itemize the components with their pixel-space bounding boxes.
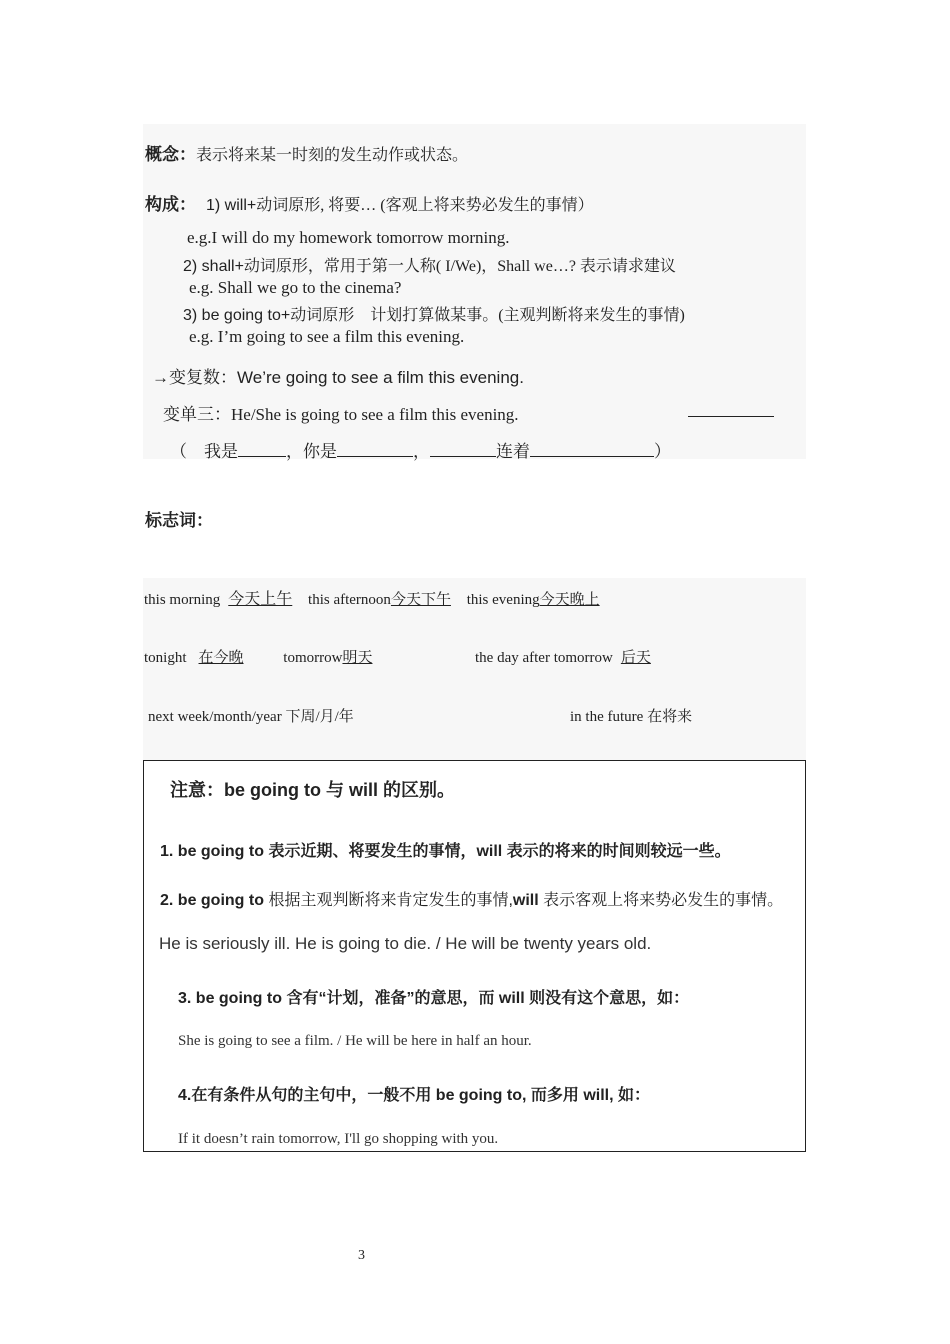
memo-part-1: （ 我是 <box>170 442 238 461</box>
third-person-line <box>163 400 519 425</box>
concept-line <box>145 140 468 165</box>
signal-zh: 后天 <box>620 650 651 666</box>
rule2-prefix: 2) shall+ <box>183 258 244 275</box>
signal-zh: 今天上午 <box>228 591 293 608</box>
note-point-2 <box>160 887 783 910</box>
signal-en: in the future <box>570 709 644 725</box>
note-point-1: 1. be going to 表示近期、将要发生的事情，will 表示的将来的时间则较远一些。 <box>160 843 731 860</box>
signal-en: this afternoon <box>308 592 391 608</box>
rule1-prefix: 1) will+ <box>206 197 257 214</box>
plural-text: We’re going to see a film this evening. <box>237 368 524 387</box>
note-point-3: 3. be going to 含有“计划，准备”的意思，而 will 则没有这个意思，如： <box>178 990 690 1007</box>
note-example-4: If it doesn’t rain tomorrow, I'll go shopping with you. <box>178 1131 499 1147</box>
signal-en: tonight <box>144 650 187 666</box>
signal-row-3 <box>148 705 354 726</box>
signal-row-2 <box>144 646 704 667</box>
signal-zh: 明天 <box>342 650 373 666</box>
signal-words-label: 标志词： <box>145 511 213 530</box>
example1: e.g.I will do my homework tomorrow morning. <box>187 228 510 247</box>
third-text: He/She is going to see a film this evening. <box>231 405 519 424</box>
note-point-4: 4.在有条件从句的主句中，一般不用 be going to, 而多用 will, 如： <box>178 1087 651 1104</box>
third-label: 变单三： <box>163 405 231 424</box>
memo-blank-2[interactable] <box>337 442 413 457</box>
concept-label: 概念： <box>145 145 196 164</box>
point2-part-b: 根据主观判断将来肯定发生的事情, <box>268 892 513 909</box>
signal-zh: 今天下午 <box>390 592 451 608</box>
example2: e.g. Shall we go to the cinema? <box>189 278 402 297</box>
memo-blank-4[interactable] <box>530 442 654 457</box>
point2-part-d: 表示客观上将来势必发生的事情。 <box>543 892 784 909</box>
signal-row-1 <box>144 586 616 609</box>
plural-label: →变复数： <box>152 368 237 387</box>
signal-en: this morning <box>144 592 221 608</box>
point2-part-c: will <box>512 892 544 909</box>
point2-part-a: 2. be going to <box>160 892 269 909</box>
signal-en: the day after tomorrow <box>475 650 613 666</box>
rule3-text: 动词原形 计划打算做某事。(主观判断将来发生的事情) <box>290 307 685 324</box>
note-example-3: She is going to see a film. / He will be here in half an hour. <box>178 1033 532 1049</box>
rule1-text: 动词原形, 将要… (客观上将来势必发生的事情） <box>256 197 594 214</box>
signal-zh: 今天晚上 <box>539 592 600 608</box>
plural-line <box>152 363 524 388</box>
composition-rule3 <box>183 302 685 325</box>
composition-rule2 <box>183 253 676 276</box>
note-example-2: He is seriously ill. He is going to die. / He will be twenty years old. <box>159 934 652 953</box>
answer-blank[interactable] <box>688 402 774 417</box>
signal-zh: 在今晚 <box>198 650 244 666</box>
page-number: 3 <box>358 1248 365 1263</box>
rule3-prefix: 3) be going to+ <box>183 307 291 324</box>
rule2-text: 动词原形，常用于第一人称( I/We)，Shall we…? 表示请求建议 <box>243 258 676 275</box>
note-title: 注意：be going to 与 will 的区别。 <box>170 780 455 800</box>
memo-blank-1[interactable] <box>238 442 286 457</box>
signal-en: this evening <box>466 592 540 608</box>
example3: e.g. I’m going to see a film this evening. <box>189 327 465 346</box>
signal-zh: 在将来 <box>647 709 693 725</box>
memo-part-3: ， <box>413 442 430 461</box>
composition-rule1 <box>145 190 594 215</box>
memo-part-5: ） <box>654 442 671 461</box>
signal-en: next week/month/year <box>148 709 282 725</box>
memo-part-2: ，你是 <box>286 442 337 461</box>
concept-text: 表示将来某一时刻的发生动作或状态。 <box>196 147 469 164</box>
memo-part-4: 连着 <box>496 442 530 461</box>
memo-blank-3[interactable] <box>430 442 496 457</box>
signal-en: tomorrow <box>283 650 343 666</box>
signal-row-3-right <box>570 705 692 726</box>
signal-zh: 下周/月/年 <box>285 709 354 725</box>
composition-label: 构成： <box>145 195 196 214</box>
memo-line <box>170 437 671 462</box>
